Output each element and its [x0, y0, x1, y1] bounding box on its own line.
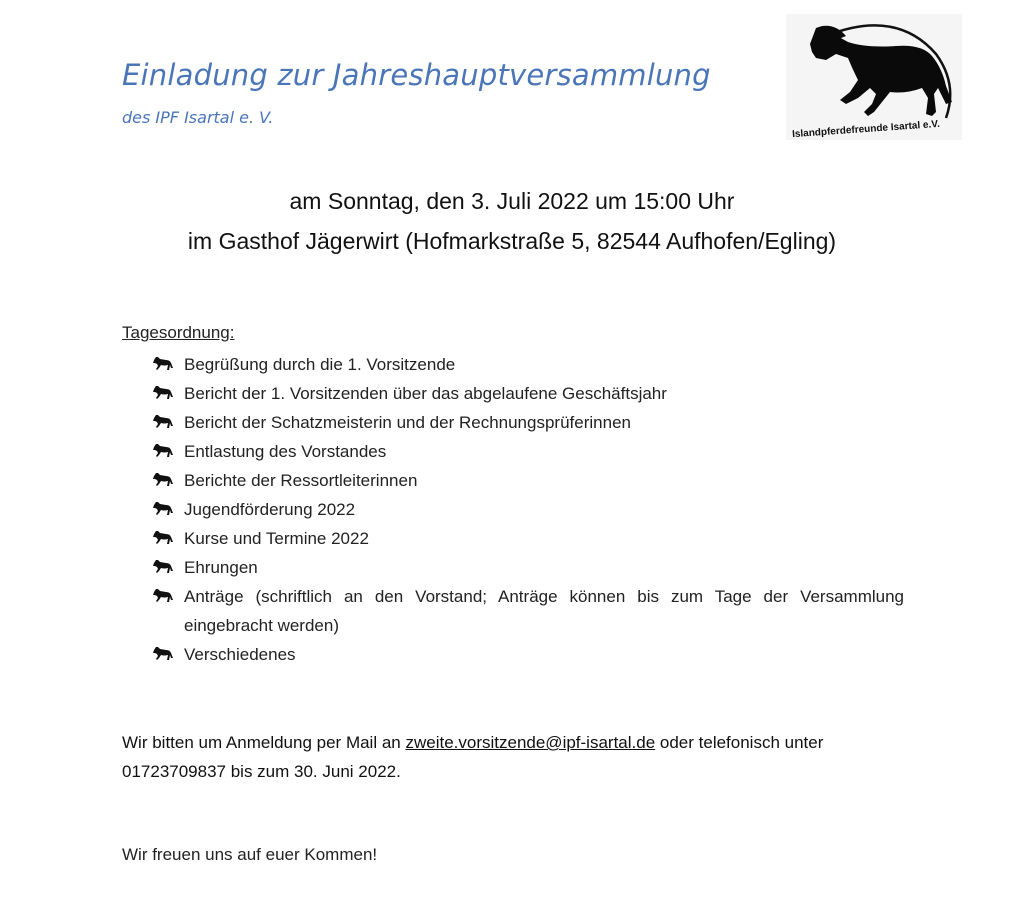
horse-icon: [152, 559, 174, 575]
list-item: [152, 495, 904, 524]
closing-line: Wir freuen uns auf euer Kommen!: [122, 845, 378, 864]
list-item: [152, 524, 904, 553]
event-location: im Gasthof Jägerwirt (Hofmarkstraße 5, 82544 Aufhofen/Egling): [187, 228, 837, 254]
email-link[interactable]: zweite.vorsitzende@ipf-isartal.de: [405, 733, 656, 752]
page-subtitle: des IPF Isartal e. V.: [122, 108, 274, 127]
list-item: [152, 640, 904, 669]
horse-icon: [152, 530, 174, 546]
signup-prefix: Wir bitten um Anmeldung per Mail an: [122, 733, 406, 752]
event-date: am Sonntag, den 3. Juli 2022 um 15:00 Uhr: [289, 188, 735, 214]
list-item: [152, 466, 904, 495]
list-item: [152, 437, 904, 466]
agenda-item-text: Bericht der Schatzmeisterin und der Rechnungsprüferinnen: [184, 413, 631, 432]
list-item: [152, 350, 904, 379]
agenda-heading: Tagesordnung:: [122, 323, 235, 342]
agenda-list: [152, 350, 904, 669]
agenda-item-text: Kurse und Termine 2022: [184, 529, 369, 548]
horse-icon: [152, 588, 174, 604]
list-item: [152, 582, 904, 640]
list-item: [152, 408, 904, 437]
agenda-item-text: Verschiedenes: [184, 645, 296, 664]
signup-suffix: oder telefonisch unter 01723709837 bis zum 30. Juni 2022.: [122, 733, 824, 781]
horse-icon: [152, 385, 174, 401]
list-item: [152, 379, 904, 408]
horse-icon: [152, 472, 174, 488]
signup-note: [122, 728, 882, 786]
agenda-item-text: Ehrungen: [184, 558, 258, 577]
agenda-item-text: Begrüßung durch die 1. Vorsitzende: [184, 355, 456, 374]
horse-logo-icon: [786, 14, 962, 140]
horse-icon: [152, 646, 174, 662]
agenda-item-text: Jugendförderung 2022: [184, 500, 356, 519]
club-logo: [786, 14, 962, 140]
horse-icon: [152, 414, 174, 430]
list-item: [152, 553, 904, 582]
agenda-item-text: Entlastung des Vorstandes: [184, 442, 387, 461]
logo-text: Islandpferdefreunde Isartal e.V.: [791, 118, 941, 140]
page-title: Einladung zur Jahreshauptversammlung: [122, 58, 711, 92]
agenda-item-text: Berichte der Ressortleiterinnen: [184, 471, 418, 490]
agenda-item-text: Bericht der 1. Vorsitzenden über das abgelaufene Geschäftsjahr: [184, 384, 667, 403]
horse-icon: [152, 356, 174, 372]
horse-icon: [152, 501, 174, 517]
horse-icon: [152, 443, 174, 459]
agenda-item-text: Anträge (schriftlich an den Vorstand; Anträge können bis zum Tage der Versammlung eingebracht werden): [184, 587, 904, 635]
